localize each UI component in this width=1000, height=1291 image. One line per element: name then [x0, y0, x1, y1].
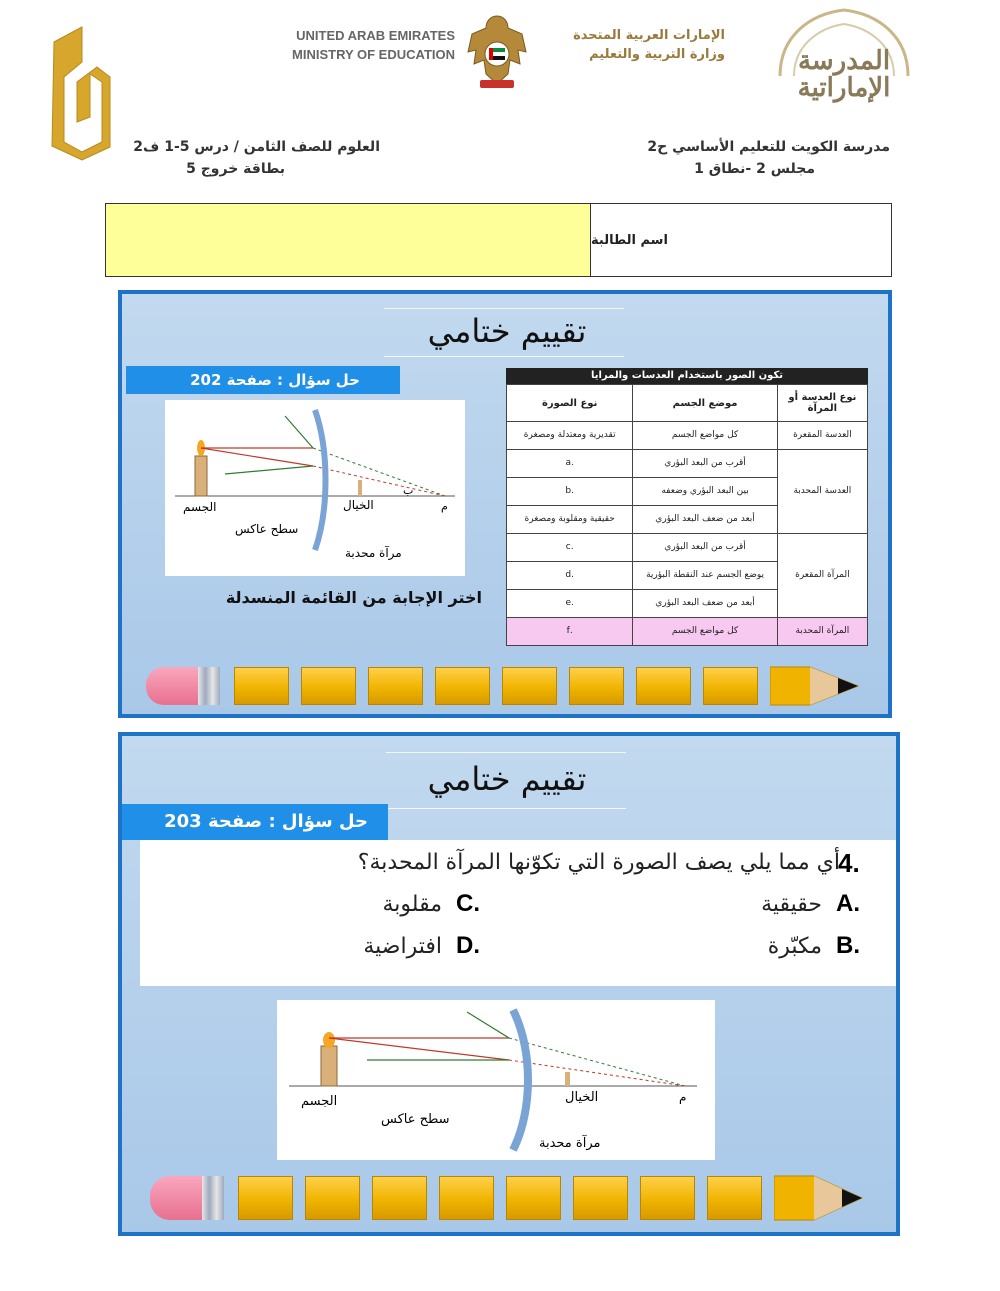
pencil-segment — [301, 667, 356, 705]
option-d-letter: D. — [456, 932, 480, 959]
school-logo — [760, 6, 928, 106]
lens-table — [506, 384, 868, 646]
subject-line: العلوم للصف الثامن / درس 5-1 ف2 — [133, 139, 380, 155]
object-label: الجسم — [183, 500, 217, 514]
table-cell: العدسة المقعرة — [777, 422, 867, 450]
country-en: UNITED ARAB EMIRATES — [296, 28, 455, 43]
pencil-segment — [506, 1176, 561, 1220]
school-logo-line1: المدرسة — [797, 46, 891, 76]
pencil-segment — [636, 667, 691, 705]
answer-dropdown-e[interactable]: .e — [507, 590, 633, 618]
b-label: ب — [403, 484, 414, 497]
pencil-segment — [372, 1176, 427, 1220]
student-name-input[interactable] — [106, 204, 591, 276]
table-cell: أقرب من البعد البؤري — [633, 450, 777, 478]
title-rule-bottom — [386, 808, 626, 809]
country-ar: الإمارات العربية المتحدة — [573, 28, 725, 43]
pencil-eraser — [146, 667, 198, 705]
object-label: الجسم — [301, 1094, 338, 1109]
card-line: بطاقة خروج 5 — [186, 161, 285, 177]
pencil-tip — [774, 1175, 864, 1221]
option-c-text: مقلوبة — [382, 891, 442, 917]
school-logo-line2: الإماراتية — [797, 73, 891, 103]
pencil-segment — [368, 667, 423, 705]
partner-logo — [42, 22, 117, 162]
pencil-segment — [435, 667, 490, 705]
pencil-segment — [573, 1176, 628, 1220]
answer-dropdown-c[interactable]: .c — [507, 534, 633, 562]
option-a-letter: A. — [836, 890, 860, 917]
mirror-label: مرآة محدبة — [539, 1136, 601, 1151]
mirror-label: مرآة محدبة — [345, 546, 402, 560]
option-c[interactable] — [290, 890, 480, 918]
table-cell: يوضع الجسم عند النقطة البؤرية — [633, 562, 777, 590]
convex-mirror-diagram — [165, 400, 465, 576]
option-c-letter: C. — [456, 890, 480, 917]
question-number: 4. — [838, 848, 860, 878]
pencil-segment — [569, 667, 624, 705]
question-box — [140, 840, 896, 986]
option-a-text: حقيقية — [761, 891, 822, 917]
slide-1 — [118, 290, 892, 718]
student-name-table — [105, 203, 892, 277]
council-line: مجلس 2 -نطاق 1 — [694, 161, 815, 177]
header-ar-block — [540, 26, 725, 64]
pencil-segment — [234, 667, 289, 705]
table-cell: تقديرية ومعتدلة ومصغرة — [507, 422, 633, 450]
slide-2-page-label: حل سؤال : صفحة 203 — [122, 804, 388, 840]
table-header: موضع الجسم — [633, 385, 777, 422]
title-rule-bottom — [384, 356, 624, 357]
info-left — [110, 136, 380, 180]
slide-2 — [118, 732, 900, 1236]
option-d-text: افتراضية — [363, 933, 442, 959]
table-cell: المرآة المقعرة — [777, 534, 867, 618]
student-name-label: اسم الطالبة — [591, 232, 668, 248]
option-b-text: مكبّرة — [767, 933, 822, 959]
table-cell: المرآة المحدبة — [777, 618, 867, 646]
table-header: نوع الصورة — [507, 385, 633, 422]
image-label: الخيال — [565, 1090, 599, 1105]
table-cell: أبعد من ضعف البعد البؤري — [633, 590, 777, 618]
pencil-segment — [439, 1176, 494, 1220]
pencil-decoration — [146, 666, 866, 706]
table-cell: حقيقية ومقلوبة ومصغرة — [507, 506, 633, 534]
surface-label: سطح عاكس — [235, 522, 299, 536]
convex-mirror-diagram — [277, 1000, 715, 1160]
pencil-segment — [238, 1176, 293, 1220]
table-cell: كل مواضع الجسم — [633, 618, 777, 646]
info-right — [600, 136, 890, 180]
slide-1-page-label: حل سؤال : صفحة 202 — [126, 366, 400, 394]
school-line: مدرسة الكويت للتعليم الأساسي ح2 — [647, 139, 890, 155]
pencil-segment — [502, 667, 557, 705]
table-header: نوع العدسة أو المرآة — [777, 385, 867, 422]
focus-label: م — [441, 500, 448, 513]
table-cell: بين البعد البؤري وضعفه — [633, 478, 777, 506]
image-label: الخيال — [343, 498, 374, 512]
lens-table-box — [506, 368, 868, 646]
dropdown-instruction: اختر الإجابة من القائمة المنسدلة — [225, 588, 482, 607]
pencil-ferrule — [202, 1176, 224, 1220]
lens-table-title: تكون الصور باستخدام العدسات والمرايا — [506, 368, 868, 384]
pencil-segment — [707, 1176, 762, 1220]
slide-1-title: تقييم ختامي — [427, 312, 587, 350]
pencil-eraser — [150, 1176, 202, 1220]
title-rule-top — [386, 752, 626, 753]
pencil-segment — [703, 667, 758, 705]
option-b[interactable] — [670, 932, 860, 960]
ministry-en: MINISTRY OF EDUCATION — [292, 47, 455, 62]
question-text: أي مما يلي يصف الصورة التي تكوّنها المرآة المحدبة؟ — [357, 850, 840, 875]
uae-emblem — [462, 12, 532, 90]
option-a[interactable] — [670, 890, 860, 918]
table-cell: أقرب من البعد البؤري — [633, 534, 777, 562]
option-d[interactable] — [270, 932, 480, 960]
answer-dropdown-f[interactable]: .f — [507, 618, 633, 646]
pencil-ferrule — [198, 667, 220, 705]
answer-dropdown-b[interactable]: .b — [507, 478, 633, 506]
option-b-letter: B. — [836, 932, 860, 959]
pencil-segment — [305, 1176, 360, 1220]
surface-label: سطح عاكس — [381, 1112, 450, 1127]
ministry-ar: وزارة التربية والتعليم — [589, 47, 725, 62]
pencil-decoration — [150, 1174, 870, 1222]
header-en-block — [255, 26, 455, 64]
slide-2-title: تقييم ختامي — [427, 760, 587, 798]
pencil-segment — [640, 1176, 695, 1220]
answer-dropdown-a[interactable]: .a — [507, 450, 633, 478]
focus-label: م — [679, 1090, 687, 1104]
table-cell: العدسة المحدبة — [777, 450, 867, 534]
table-cell: كل مواضع الجسم — [633, 422, 777, 450]
answer-dropdown-d[interactable]: .d — [507, 562, 633, 590]
pencil-tip — [770, 666, 860, 706]
title-rule-top — [384, 308, 624, 309]
table-cell: أبعد من ضعف البعد البؤري — [633, 506, 777, 534]
